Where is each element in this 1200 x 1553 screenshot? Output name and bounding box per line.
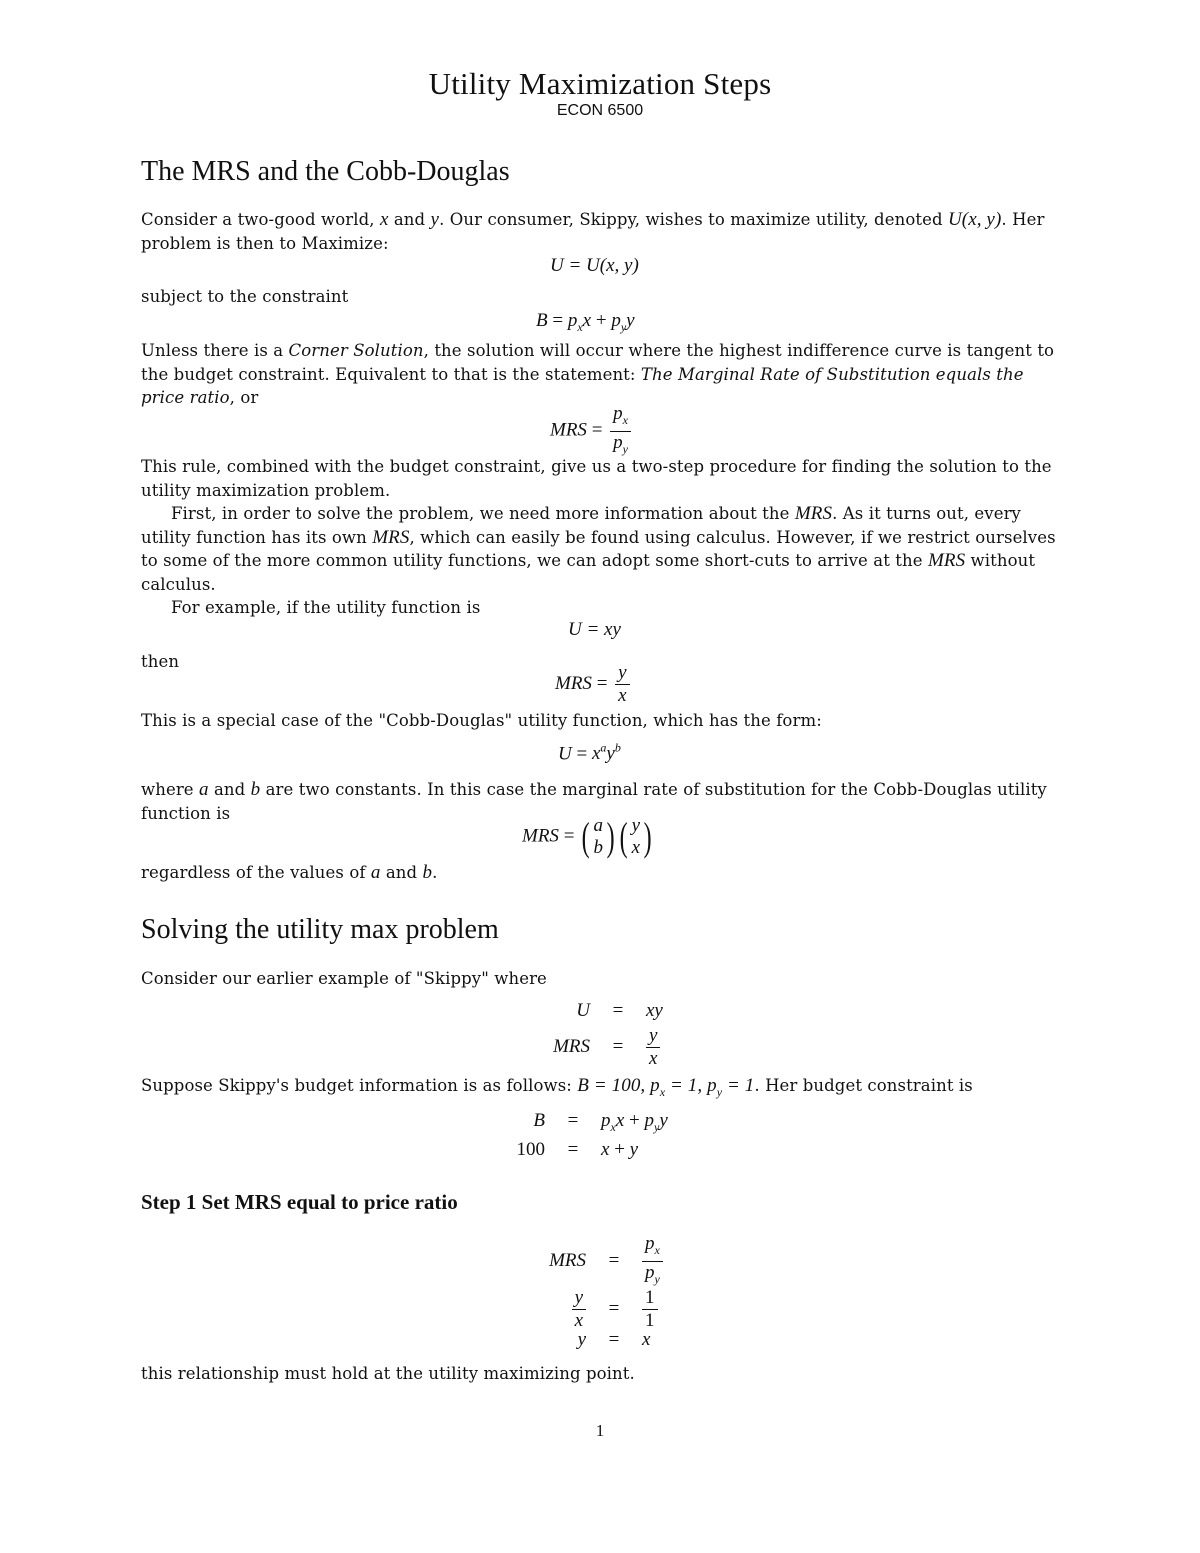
paragraph-skippy-example: Consider our earlier example of "Skippy" where (141, 969, 547, 988)
equation-row-budget: $B = p_xx + p_yy$ (533, 1110, 668, 1134)
section-heading-mrs: The MRS and the Cobb-Douglas (141, 156, 510, 187)
paragraph-budget-info: Suppose Skippy's budget information is as follows: B = 100, $p_x = 1$, $p_y = 1$. Her budget constraint is (141, 1075, 973, 1099)
equation-mrs-cobb-douglas: MRS = ( a b ) ( y x ) (522, 814, 652, 859)
step1-row-y-equals-x: y = x (577, 1329, 651, 1350)
paragraph-first: First, in order to solve the problem, we need more information about the MRS. As it turns out, every utility function has its own MRS, which can easily be found using calculus. However, if we restrict ourselves to some of the more common utility functions, we can adopt some short-cuts to arrive at the MRS without calculus. (141, 503, 1056, 594)
paragraph-example: For example, if the utility function is (171, 598, 481, 617)
document-title: Utility Maximization Steps (428, 66, 772, 101)
equation-row-u: U = xy (576, 1000, 663, 1021)
step1-row-ratio: $\frac{y}{x}$ = $\frac{1}{1}$ (520, 1287, 661, 1332)
paragraph-then: then (141, 652, 180, 671)
paragraph-relationship: this relationship must hold at the utility maximizing point. (141, 1364, 635, 1383)
equation-utility: U = U(x, y) (550, 255, 639, 276)
step1-heading: Step 1 Set MRS equal to price ratio (141, 1190, 458, 1214)
course-code: ECON 6500 (556, 102, 644, 119)
equation-u-xy: U = xy (568, 619, 621, 640)
paragraph-constraint-label: subject to the constraint (141, 287, 349, 306)
paragraph-two-step: This rule, combined with the budget constraint, give us a two-step procedure for finding the solution to the utility maximization problem. (141, 457, 1052, 500)
equation-cobb-douglas: $U = x^ay^b$ (558, 741, 621, 765)
paragraph-regardless: regardless of the values of a and b. (141, 862, 438, 883)
equation-mrs-y-over-x: MRS = $\frac{y}{x}$ (555, 662, 633, 707)
equation-row-mrs: MRS = $\frac{y}{x}$ (520, 1025, 663, 1070)
page-number: 1 (595, 1421, 605, 1440)
equation-row-budget-values: 100 = x + y (516, 1139, 639, 1160)
equation-mrs-price-ratio: MRS = $\frac{p_x}{p_y}$ (550, 403, 634, 460)
paragraph-corner-solution: Unless there is a Corner Solution, the solution will occur where the highest indifference curve is tangent to the budget constraint. Equivalent to that is the statement: The Marginal Rate of Substitution equals the price ratio, or (141, 341, 1055, 407)
paragraph-cobb-douglas: This is a special case of the "Cobb-Douglas" utility function, which has the form: (141, 711, 822, 730)
paragraph-intro: Consider a two-good world, x and y. Our consumer, Skippy, wishes to maximize utility, denoted U(x, y). Her problem is then to Maximize: (141, 209, 1045, 253)
step1-row-mrs: MRS = $\frac{p_x}{p_y}$ (520, 1233, 666, 1290)
paragraph-constants: where a and b are two constants. In this case the marginal rate of substitution for the Cobb-Douglas utility function is (141, 779, 1047, 823)
equation-budget: $B = p_xx + p_yy$ (536, 310, 635, 334)
section-heading-solving: Solving the utility max problem (141, 914, 499, 945)
